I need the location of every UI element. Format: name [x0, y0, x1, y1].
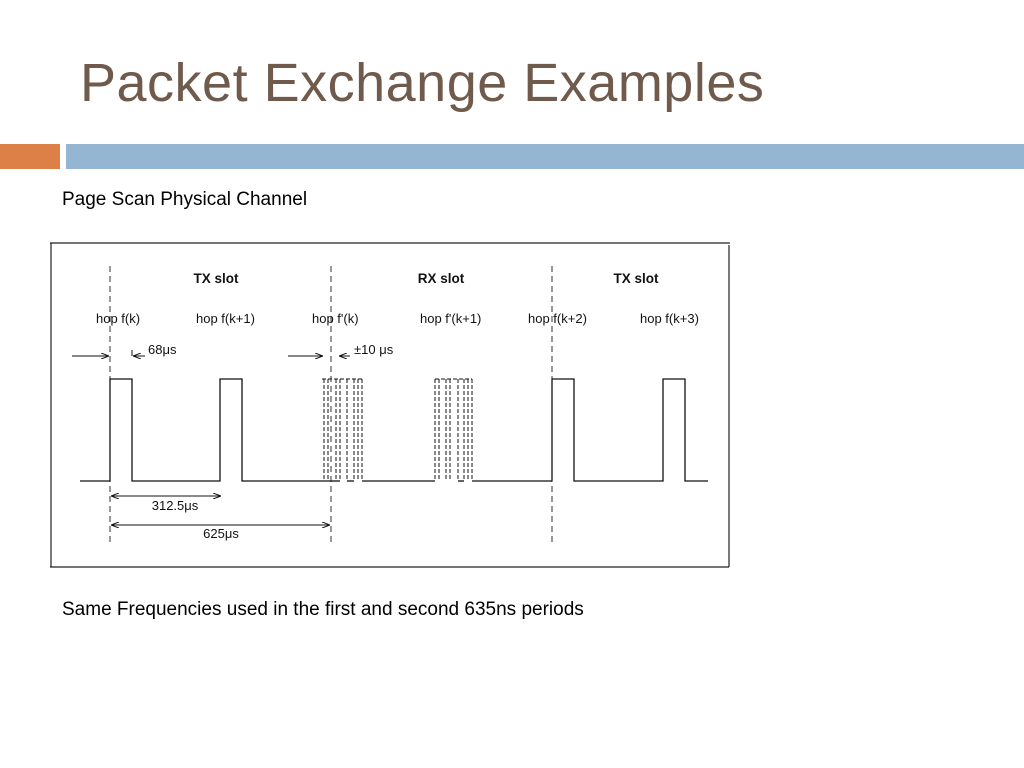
hop-label-3: hop f'(k)	[312, 311, 359, 326]
hop-label-5: hop f(k+2)	[528, 311, 587, 326]
diagram-border	[50, 243, 730, 567]
half-slot-label: 312.5μs	[151, 498, 199, 513]
accent-bar-orange	[0, 144, 60, 169]
pulse-width-dimension	[72, 350, 145, 356]
slot-label-rx: RX slot	[417, 271, 465, 286]
hop-label-1: hop f(k)	[96, 311, 141, 326]
hop-label-2: hop f(k+1)	[196, 311, 255, 326]
slot-label-tx-2: TX slot	[613, 271, 659, 286]
slide-title: Packet Exchange Examples	[80, 53, 765, 113]
hop-label-6: hop f(k+3)	[640, 311, 699, 326]
accent-bar-blue	[66, 144, 1024, 169]
rx-uncertainty-pulses-2	[435, 379, 472, 481]
caption-text: Same Frequencies used in the first and second 635ns periods	[62, 599, 584, 620]
slot-label: 625μs	[203, 526, 239, 541]
tx-waveform-2	[552, 379, 708, 481]
slot-label-tx-1: TX slot	[193, 271, 239, 286]
hop-label-4: hop f'(k+1)	[420, 311, 482, 326]
rx-uncertainty-pulses-1	[322, 379, 362, 481]
timing-diagram	[50, 242, 730, 568]
tx-waveform-1	[80, 379, 331, 481]
section-subtitle: Page Scan Physical Channel	[62, 189, 308, 210]
pulse-width-label: 68μs	[148, 342, 177, 357]
tolerance-label: ±10 μs	[354, 342, 394, 357]
